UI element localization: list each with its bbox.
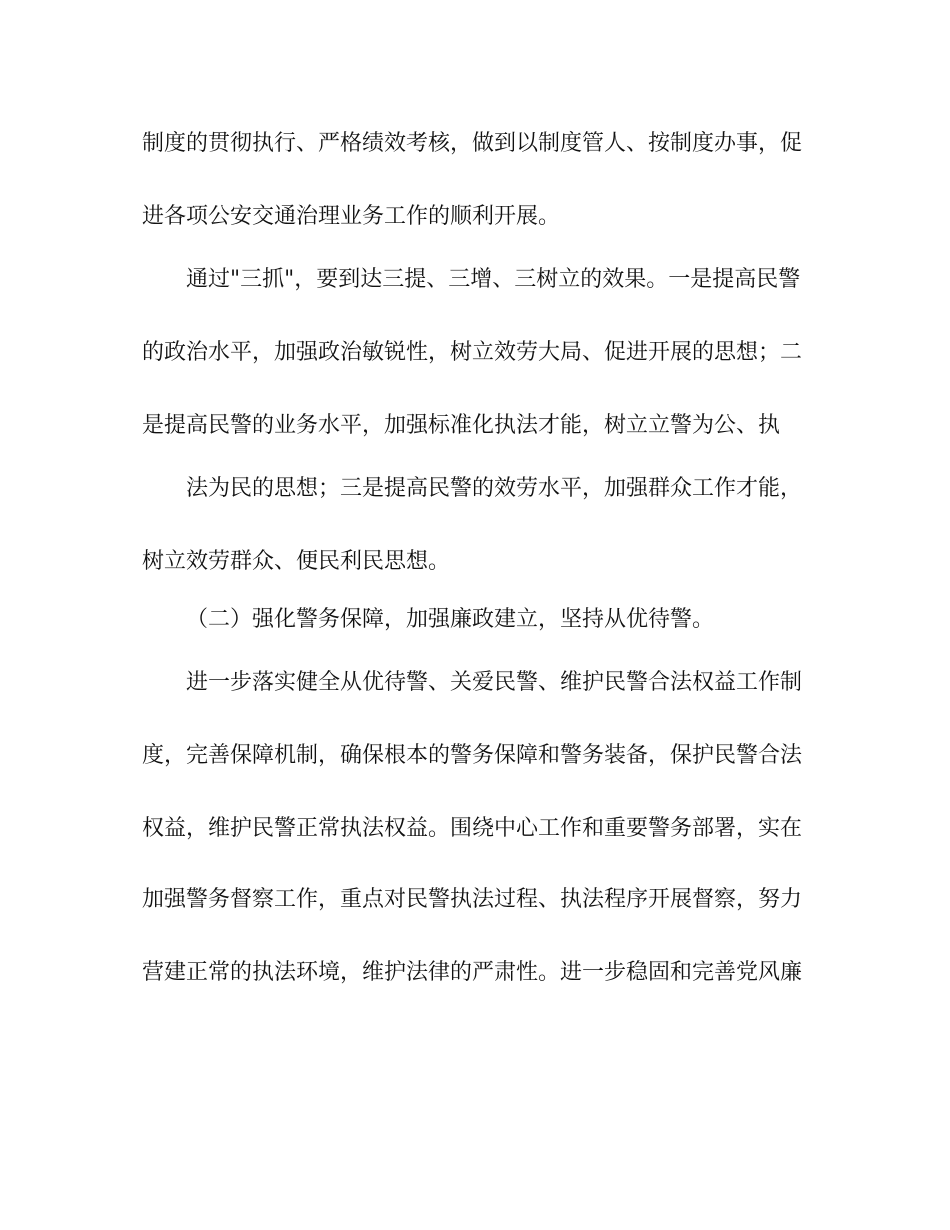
paragraph-first-line: 通过"三抓"，要到达三提、三增、三树立的效果。一是提高民警 [186,267,801,292]
text-line: 营建正常的执法环境，维护法律的严肃性。进一步稳固和完善党风廉 [142,960,803,985]
section-heading: （二）强化警务保障，加强廉政建立，坚持从优待警。 [186,607,715,632]
text-line: 的政治水平，加强政治敏锐性，树立效劳大局、促进开展的思想；二 [142,340,803,365]
text-line: 权益，维护民警正常执法权益。围绕中心工作和重要警务部署，实在 [142,816,803,841]
text-line: 加强警务督察工作，重点对民警执法过程、执法程序开展督察，努力 [142,887,803,912]
text-line: 制度的贯彻执行、严格绩效考核，做到以制度管人、按制度办事，促 [142,131,803,156]
text-line: 是提高民警的业务水平，加强标准化执法才能，树立立警为公、执 [142,413,781,438]
text-line: 进各项公安交通治理业务工作的顺利开展。 [142,204,561,229]
text-line: 树立效劳群众、便民利民思想。 [142,549,451,574]
text-line: 度，完善保障机制，确保根本的警务保障和警务装备，保护民警合法 [142,743,803,768]
text-line: 法为民的思想；三是提高民警的效劳水平，加强群众工作才能， [186,476,803,501]
paragraph-first-line: 进一步落实健全从优待警、关爱民警、维护民警合法权益工作制 [186,670,803,695]
